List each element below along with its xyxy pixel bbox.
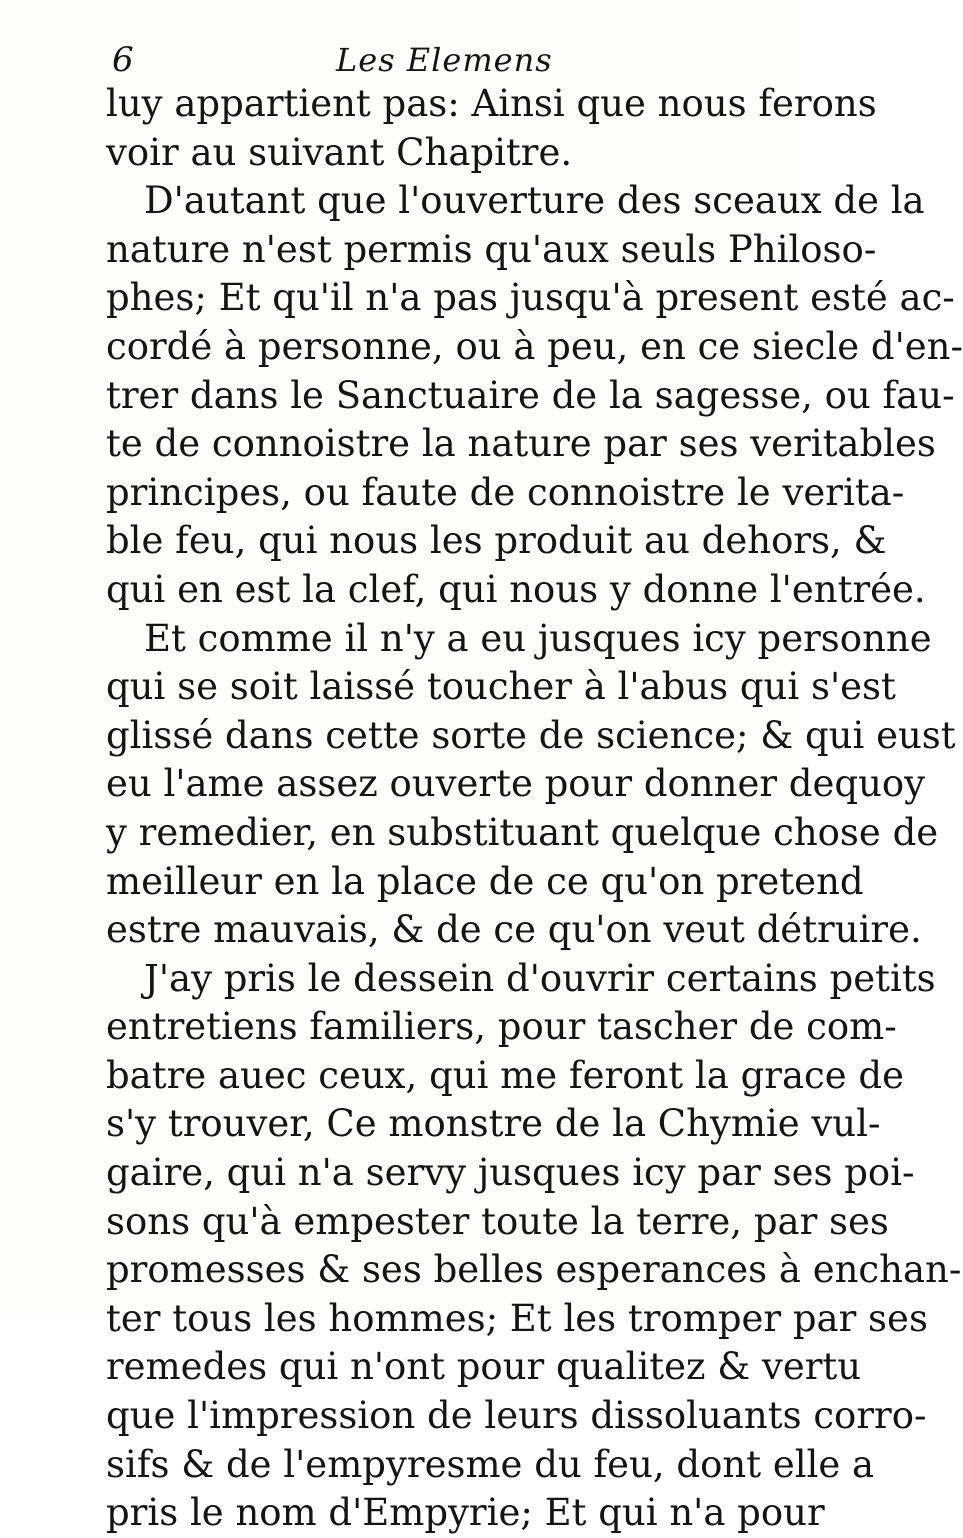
text-line: entretiens familiers, pour tascher de com-: [106, 1005, 897, 1049]
text-line: batre auec ceux, qui me feront la grace de: [106, 1053, 904, 1097]
text-line: sifs & de l'empyresme du feu, dont elle a: [106, 1442, 875, 1486]
text-line: eu l'ame assez ouverte pour donner dequoy: [106, 762, 926, 806]
text-line: luy appartient pas: Ainsi que nous ferons: [106, 82, 877, 125]
text-line: cordé à personne, ou à peu, en ce siecle d'en-: [106, 324, 963, 368]
text-line: Et comme il n'y a eu jusques icy personne: [144, 616, 932, 660]
text-line: trer dans le Sanctuaire de la sagesse, ou fau-: [106, 373, 955, 417]
text-line: phes; Et qu'il n'a pas jusqu'à present esté ac-: [106, 276, 955, 320]
text-line: glissé dans cette sorte de science; & qui eust: [106, 713, 956, 757]
running-head: Les Elemens: [336, 41, 553, 79]
text-line: y remedier, en substituant quelque chose de: [106, 810, 939, 854]
text-line: D'autant que l'ouverture des sceaux de la: [144, 179, 925, 223]
text-line: ble feu, qui nous les produit au dehors, &: [106, 519, 887, 563]
text-line: promesses & ses belles esperances à enchan-: [106, 1248, 962, 1292]
text-line: ter tous les hommes; Et les tromper par ses: [106, 1296, 928, 1340]
text-line: remedes qui n'ont pour qualitez & vertu: [106, 1345, 862, 1389]
text-line: sons qu'à empester toute la terre, par ses: [106, 1199, 889, 1243]
text-line: principes, ou faute de connoistre le verita-: [106, 470, 905, 514]
text-line: te de connoistre la nature par ses veritables: [106, 422, 936, 466]
text-line: que l'impression de leurs dissoluants corro-: [106, 1394, 927, 1438]
text-line: voir au suivant Chapitre.: [106, 130, 573, 174]
text-line: s'y trouver, Ce monstre de la Chymie vul-: [106, 1102, 881, 1146]
text-line: estre mauvais, & de ce qu'on veut détruire.: [106, 908, 922, 952]
text-line: pris le nom d'Empyrie; Et qui n'a pour: [106, 1491, 825, 1535]
text-line: qui se soit laissé toucher à l'abus qui s'est: [106, 665, 896, 709]
text-line: J'ay pris le dessein d'ouvrir certains petits: [144, 956, 936, 1000]
text-line: qui en est la clef, qui nous y donne l'entrée.: [106, 567, 926, 611]
text-line: gaire, qui n'a servy jusques icy par ses poi-: [106, 1151, 915, 1195]
text-line: meilleur en la place de ce qu'on pretend: [106, 859, 864, 903]
page-number: 6: [112, 40, 134, 80]
page-header: [104, 38, 764, 82]
text-line: nature n'est permis qu'aux seuls Philoso-: [106, 227, 877, 271]
body-text: [106, 80, 963, 1538]
